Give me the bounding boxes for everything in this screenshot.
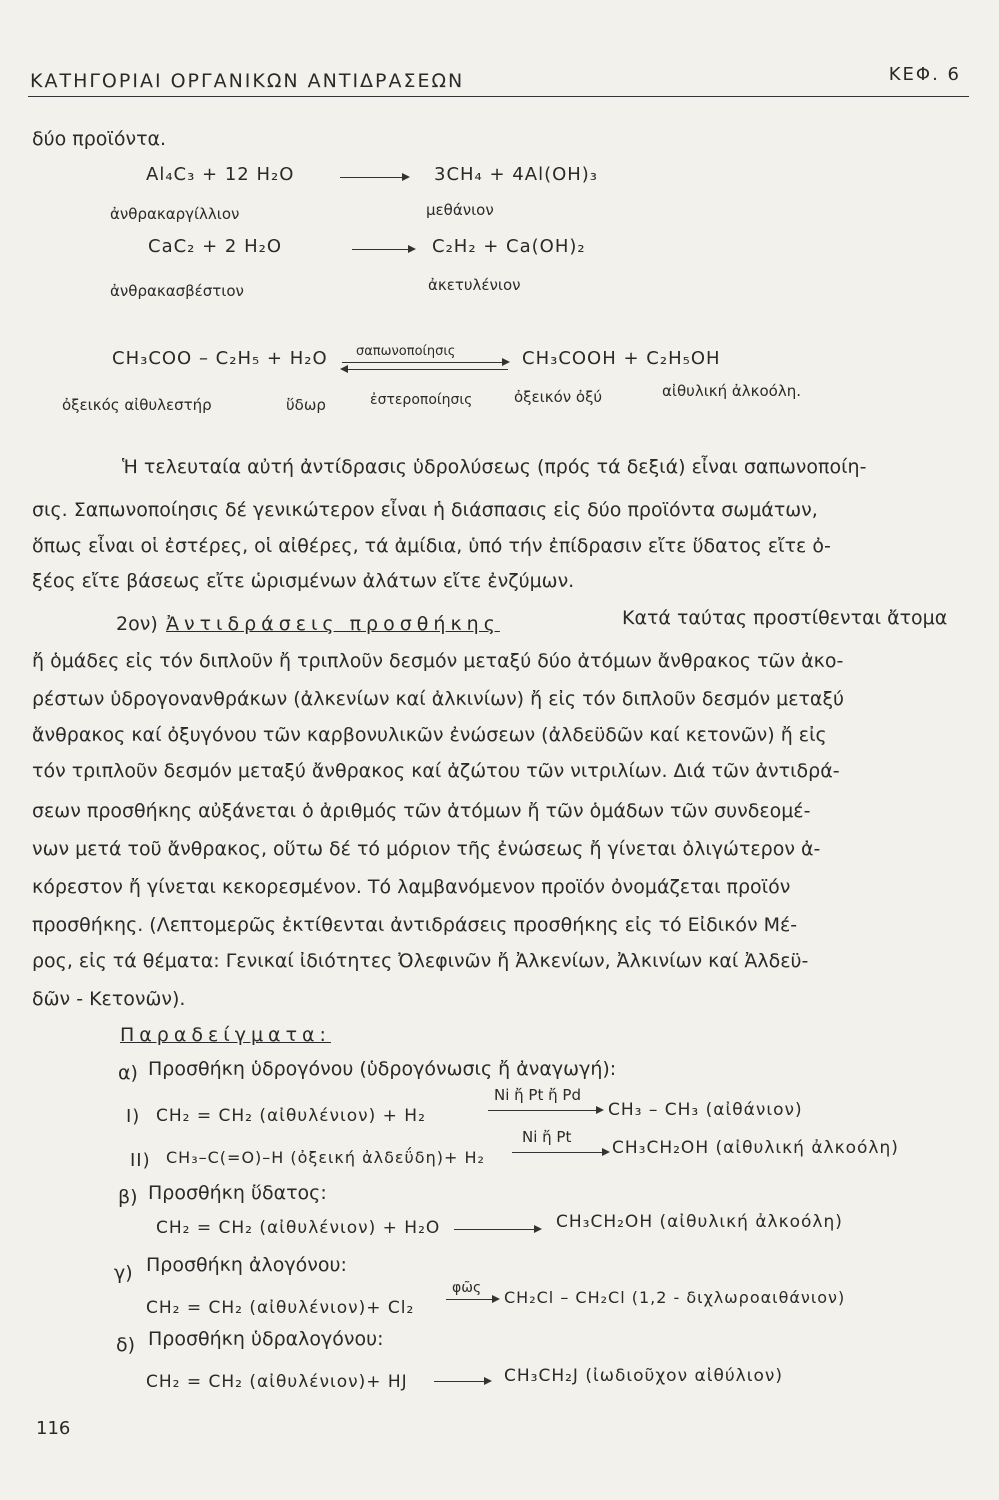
example-a-eq2-products: CH₃CH₂OH (αἰθυλική ἀλκοόλη) — [612, 1138, 899, 1158]
example-c-reactants: CH₂ = CH₂ (αἰθυλένιον)+ Cl₂ — [146, 1298, 415, 1318]
section2-line: Κατά ταύτας προστίθενται ἄτομα — [622, 607, 948, 629]
example-a-eq1-products: CH₃ – CH₃ (αἰθάνιον) — [608, 1100, 803, 1120]
eq1-reactants: Al₄C₃ + 12 H₂O — [146, 164, 295, 185]
example-c-catalyst: φῶς — [452, 1280, 482, 1296]
example-d-title: Προσθήκη ὑδραλογόνου: — [148, 1328, 384, 1350]
section2-line: προσθήκης. (Λεπτομερῶς ἐκτίθενται ἀντιδράσεις προσθήκης εἰς τό Εἰδικόν Μέ- — [32, 914, 798, 936]
example-a-eq2-reactants: CH₃–C(=O)–H (ὀξεική ἀλδεΰδη)+ H₂ — [166, 1148, 485, 1167]
page-number: 116 — [36, 1418, 71, 1439]
section2-line: κόρεστον ἤ γίνεται κεκορεσμένον. Τό λαμβανόμενον προϊόν ὀνομάζεται προϊόν — [32, 876, 791, 898]
example-a-eq2-arrow — [512, 1152, 608, 1153]
section2-line: ρος, εἰς τά θέματα: Γενικαί ἰδιότητες Ὀλεφινῶν ἤ Ἀλκενίων, Ἀλκινίων καί Ἀλδεϋ- — [32, 950, 809, 972]
example-c-products: CH₂Cl – CH₂Cl (1,2 - διχλωροαιθάνιον) — [504, 1288, 846, 1307]
example-b-reactants: CH₂ = CH₂ (αἰθυλένιον) + H₂O — [156, 1218, 441, 1238]
eq2-product-name: ἀκετυλένιον — [428, 276, 521, 294]
paragraph1-line: Ἡ τελευταία αὐτή ἀντίδρασις ὑδρολύσεως (πρός τά δεξιά) εἶναι σαπωνοποίη- — [122, 456, 867, 478]
eq2-reactants: CaC₂ + 2 H₂O — [148, 236, 283, 257]
example-b-arrow — [454, 1229, 540, 1230]
example-c-arrow — [446, 1299, 498, 1300]
section2-line: νων μετά τοῦ ἄνθρακος, οὕτω δέ τό μόριον τῆς ἐνώσεως ἤ γίνεται ὀλιγώτερον ἀ- — [32, 838, 821, 860]
example-b-label: β) — [118, 1186, 138, 1208]
eq3-name-alcohol: αἰθυλική ἀλκοόλη. — [662, 382, 801, 400]
example-b-title: Προσθήκη ὕδατος: — [148, 1182, 327, 1204]
eq3-arrow-forward-label: σαπωνοποίησις — [356, 344, 456, 359]
eq2-arrow — [352, 249, 414, 250]
paragraph1-line: σις. Σαπωνοποίησις δέ γενικώτερον εἶναι ἡ διάσπασις εἰς δύο προϊόντα σωμάτων, — [32, 499, 818, 521]
example-d-arrow — [434, 1381, 490, 1382]
paragraph1-line: ξέος εἴτε βάσεως εἴτε ὡρισμένων ἀλάτων εἴτε ἐνζύμων. — [32, 570, 575, 592]
examples-heading: Παραδείγματα: — [120, 1024, 331, 1046]
eq3-name-ester: ὀξεικός αἰθυλεστήρ — [62, 396, 212, 414]
example-a-eq2-number: II) — [130, 1150, 151, 1171]
eq3-arrow-forward — [342, 362, 508, 363]
eq2-reactant-name: ἀνθρακασβέστιον — [110, 282, 244, 300]
paragraph1-line: ὅπως εἶναι οἱ ἐστέρες, οἱ αἰθέρες, τά ἀμίδια, ὑπό τήν ἐπίδρασιν εἴτε ὕδατος εἴτε ὀ- — [32, 535, 831, 557]
eq3-arrow-reverse-label: ἐστεροποίησις — [370, 392, 473, 408]
eq1-reactant-name: ἀνθρακαργίλλιον — [110, 205, 240, 223]
example-a-eq1-arrow — [488, 1110, 602, 1111]
example-a-eq2-catalyst: Ni ἤ Pt — [522, 1128, 572, 1146]
section2-line: δῶν - Κετονῶν). — [32, 988, 186, 1010]
example-d-products: CH₃CH₂J (ἰωδιοῦχον αἰθύλιον) — [504, 1366, 784, 1386]
eq1-arrow — [340, 177, 408, 178]
example-a-eq1-catalyst: Ni ἤ Pt ἤ Pd — [494, 1086, 581, 1104]
eq1-products: 3CH₄ + 4Al(OH)₃ — [434, 164, 599, 185]
example-d-label: δ) — [116, 1334, 136, 1356]
section2-line: σεων προσθήκης αὐξάνεται ὁ ἀριθμός τῶν ἀτόμων ἤ τῶν ὁμάδων τῶν συνδεομέ- — [32, 800, 811, 822]
section2-heading: Ἀντιδράσεις προσθήκης — [166, 613, 500, 635]
eq3-name-acid: ὀξεικόν ὀξύ — [514, 388, 603, 406]
section2-line: ἤ ὁμάδες εἰς τόν διπλοῦν ἤ τριπλοῦν δεσμόν μεταξύ δύο ἀτόμων ἄνθρακος τῶν ἀκο- — [32, 650, 844, 672]
section2-line: ἄνθρακος καί ὀξυγόνου τῶν καρβονυλικῶν ἐνώσεων (ἀλδεϋδῶν καί κετονῶν) ἤ εἰς — [32, 724, 827, 746]
section2-line: τόν τριπλοῦν δεσμόν μεταξύ ἄνθρακος καί ἀζώτου τῶν νιτριλίων. Διά τῶν ἀντιδρά- — [32, 760, 840, 782]
eq3-reactants: CH₃COO – C₂H₅ + H₂O — [112, 348, 328, 369]
example-a-title: Προσθήκη ὑδρογόνου (ὑδρογόνωσις ἤ ἀναγωγή): — [148, 1058, 617, 1080]
header-rule — [28, 96, 969, 97]
eq2-products: C₂H₂ + Ca(OH)₂ — [432, 236, 586, 257]
example-a-eq1-number: I) — [126, 1106, 141, 1127]
eq3-products: CH₃COOH + C₂H₅OH — [522, 348, 721, 369]
example-a-label: α) — [118, 1062, 138, 1084]
example-b-products: CH₃CH₂OH (αἰθυλική ἀλκοόλη) — [556, 1212, 843, 1232]
section2-line: ρέστων ὑδρογονανθράκων (ἀλκενίων καί ἀλκινίων) ἤ εἰς τόν διπλοῦν δεσμόν μεταξύ — [32, 688, 845, 710]
section2-number: 2ον) — [116, 613, 158, 635]
intro-text: δύο προϊόντα. — [32, 128, 167, 150]
example-c-label: γ) — [114, 1262, 133, 1284]
running-header-title: ΚΑΤΗΓΟΡΙΑΙ ΟΡΓΑΝΙΚΩΝ ΑΝΤΙΔΡΑΣΕΩΝ — [30, 70, 465, 92]
eq1-product-name: μεθάνιον — [426, 201, 494, 219]
eq3-arrow-reverse — [342, 369, 508, 370]
example-c-title: Προσθήκη ἀλογόνου: — [146, 1254, 347, 1276]
chapter-label: ΚΕΦ. 6 — [888, 64, 961, 85]
example-d-reactants: CH₂ = CH₂ (αἰθυλένιον)+ HJ — [146, 1372, 408, 1392]
example-a-eq1-reactants: CH₂ = CH₂ (αἰθυλένιον) + H₂ — [156, 1106, 426, 1126]
eq3-name-water: ὕδωρ — [286, 396, 326, 414]
